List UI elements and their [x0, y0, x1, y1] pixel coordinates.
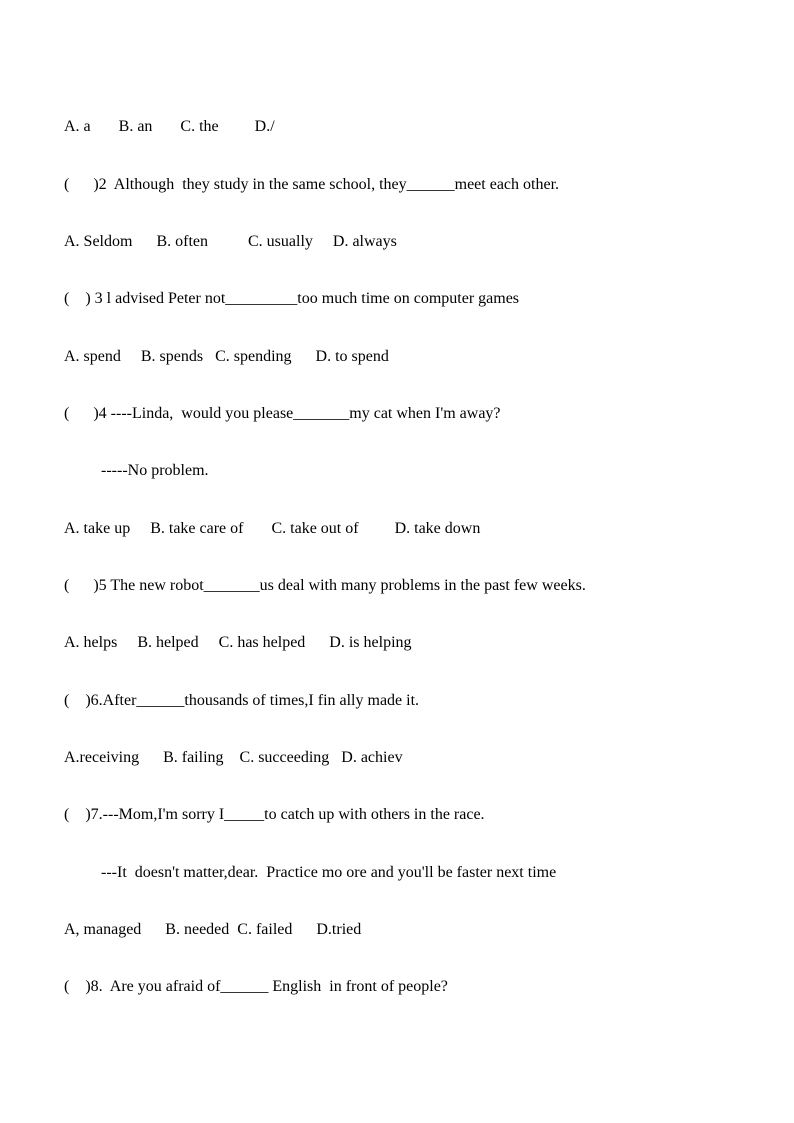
q4-question: ( )4 ----Linda, would you please_______my cat when I'm away? — [64, 405, 501, 422]
q1-options: A. a B. an C. the D./ — [64, 118, 275, 135]
q8-question: ( )8. Are you afraid of______ English in front of people? — [64, 978, 448, 995]
q2-options: A. Seldom B. often C. usually D. always — [64, 233, 397, 250]
q3-options: A. spend B. spends C. spending D. to spend — [64, 348, 389, 365]
q6-question: ( )6.After______thousands of times,I fin ally made it. — [64, 692, 420, 709]
q3-question: ( ) 3 l advised Peter not_________too much time on computer games — [64, 290, 520, 307]
q4-options: A. take up B. take care of C. take out of D. take down — [64, 520, 481, 537]
q7-options: A, managed B. needed C. failed D.tried — [64, 921, 362, 938]
q6-options: A.receiving B. failing C. succeeding D. achiev — [64, 749, 403, 766]
q5-question: ( )5 The new robot_______us deal with many problems in the past few weeks. — [64, 577, 586, 594]
q4-reply: -----No problem. — [101, 462, 209, 479]
q7-reply: ---It doesn't matter,dear. Practice mo ore and you'll be faster next time — [101, 864, 557, 881]
q2-question: ( )2 Although they study in the same school, they______meet each other. — [64, 176, 560, 193]
q5-options: A. helps B. helped C. has helped D. is helping — [64, 634, 412, 651]
q7-question: ( )7.---Mom,I'm sorry I_____to catch up with others in the race. — [64, 806, 485, 823]
